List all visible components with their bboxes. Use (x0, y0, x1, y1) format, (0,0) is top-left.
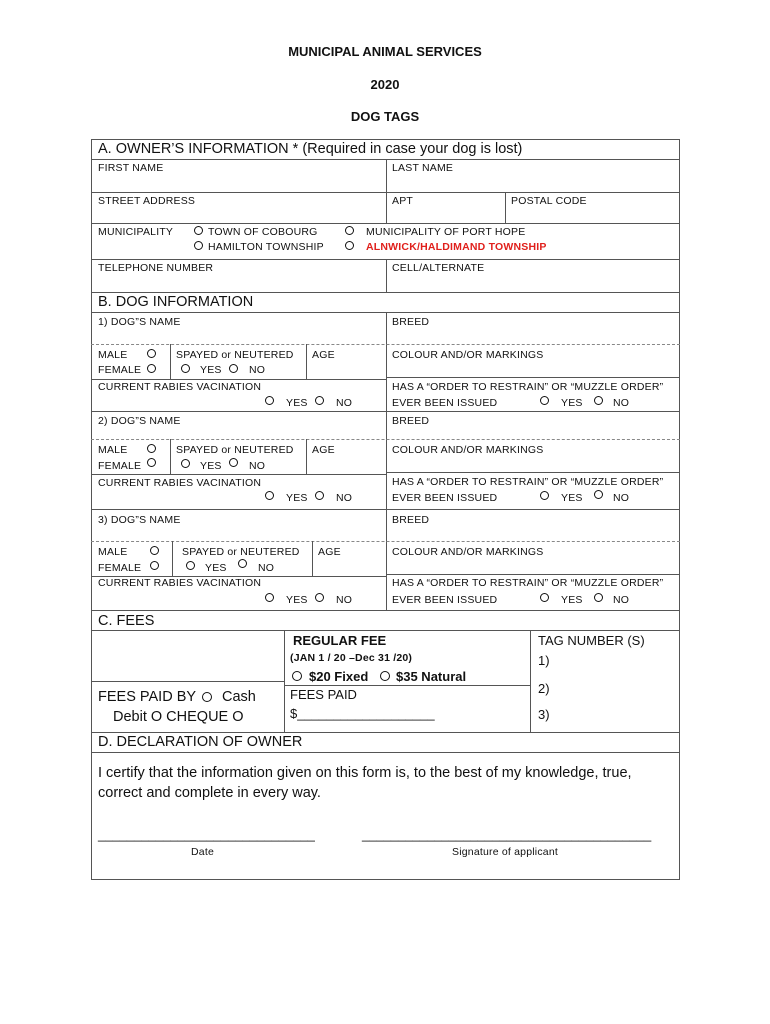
dog3-spayed-yes-label: YES (205, 562, 227, 574)
divider (91, 223, 680, 224)
dog3-order-yes-label: YES (561, 594, 583, 606)
dog3-order-no-label: NO (613, 594, 630, 606)
divider (172, 541, 173, 576)
dog3-spayed-yes-radio[interactable] (186, 561, 195, 570)
divider (386, 192, 387, 223)
apt-label: APT (392, 195, 414, 207)
dog1-spayed-label: SPAYED or NEUTERED (176, 349, 294, 361)
divider (386, 509, 387, 611)
dog2-order-yes-label: YES (561, 492, 583, 504)
fee-period-label: (JAN 1 / 20 –Dec 31 /20) (290, 652, 413, 664)
tag-2-label: 2) (538, 681, 550, 696)
page-title: DOG TAGS (350, 109, 420, 124)
cobourg-radio[interactable] (194, 226, 203, 235)
fees-paid-by-label: FEES PAID BY (98, 689, 197, 705)
fees-amount-field[interactable]: $___________________ (290, 706, 435, 721)
dog1-spayed-no-label: NO (249, 364, 266, 376)
dog2-rabies-yes-radio[interactable] (265, 491, 274, 500)
cash-radio[interactable] (202, 692, 212, 702)
tag-numbers-label: TAG NUMBER (S) (538, 633, 645, 648)
divider (91, 732, 680, 733)
divider (386, 411, 387, 509)
divider (91, 292, 680, 293)
dog2-rabies-yes-label: YES (286, 492, 308, 504)
signature-label: Signature of applicant (452, 846, 558, 858)
dog2-order-label: HAS A “ORDER TO RESTRAIN” OR “MUZZLE ORDER” (392, 476, 664, 488)
divider (91, 610, 680, 611)
dog1-age-label: AGE (312, 349, 335, 361)
dog1-female-radio[interactable] (147, 364, 156, 373)
signature-field[interactable]: ________________________________________ (362, 827, 652, 842)
dog2-order-no-radio[interactable] (594, 490, 603, 499)
dog1-name-label: 1) DOG”S NAME (98, 316, 181, 328)
alnwick-label: ALNWICK/HALDIMAND TOWNSHIP (366, 241, 547, 253)
dog3-order-label: HAS A “ORDER TO RESTRAIN” OR “MUZZLE ORDER” (392, 577, 664, 589)
dog2-spayed-yes-label: YES (200, 460, 222, 472)
dog2-spayed-no-label: NO (249, 460, 266, 472)
dog1-order-label: HAS A “ORDER TO RESTRAIN” OR “MUZZLE ORDER” (392, 381, 664, 393)
section-d-title: D. DECLARATION OF OWNER (98, 734, 303, 750)
dog3-spayed-no-radio[interactable] (238, 559, 247, 568)
tag-1-label: 1) (538, 653, 550, 668)
dog2-spayed-label: SPAYED or NEUTERED (176, 444, 294, 456)
divider (91, 681, 285, 682)
dog2-order-issued-label: EVER BEEN ISSUED (392, 492, 498, 504)
dog2-female-radio[interactable] (147, 458, 156, 467)
last-name-label: LAST NAME (392, 162, 454, 174)
dog3-order-issued-label: EVER BEEN ISSUED (392, 594, 498, 606)
dog1-male-label: MALE (98, 349, 128, 361)
cash-label: Cash (222, 689, 256, 705)
dog1-spayed-yes-radio[interactable] (181, 364, 190, 373)
divider (306, 439, 307, 474)
divider (312, 541, 313, 576)
debit-cheque-label[interactable]: Debit O CHEQUE O (113, 709, 244, 725)
dog2-spayed-yes-radio[interactable] (181, 459, 190, 468)
cobourg-label: TOWN OF COBOURG (208, 226, 318, 238)
divider (91, 439, 680, 440)
dog2-rabies-label: CURRENT RABIES VACINATION (98, 477, 262, 489)
dog1-rabies-label: CURRENT RABIES VACINATION (98, 381, 262, 393)
dog3-female-radio[interactable] (150, 561, 159, 570)
fixed-fee-radio[interactable] (292, 671, 302, 681)
year-title: 2020 (370, 77, 400, 92)
dog3-rabies-no-radio[interactable] (315, 593, 324, 602)
dog1-order-no-label: NO (613, 397, 630, 409)
dog3-order-no-radio[interactable] (594, 593, 603, 602)
section-a-title: A. OWNER’S INFORMATION * (Required in case your dog is lost) (98, 141, 523, 157)
divider (91, 344, 680, 345)
divider (386, 472, 680, 473)
dog1-male-radio[interactable] (147, 349, 156, 358)
tag-3-label: 3) (538, 707, 550, 722)
divider (170, 439, 171, 474)
dog1-rabies-no-label: NO (336, 397, 353, 409)
alnwick-radio[interactable] (345, 241, 354, 250)
divider (386, 259, 387, 292)
dog1-breed-label: BREED (392, 316, 430, 328)
dog2-breed-label: BREED (392, 415, 430, 427)
divider (91, 752, 680, 753)
divider (386, 312, 387, 411)
dog1-rabies-yes-radio[interactable] (265, 396, 274, 405)
declaration-text-line-1: I certify that the information given on this form is, to the best of my knowledge, true, (98, 765, 632, 781)
dog1-rabies-yes-label: YES (286, 397, 308, 409)
hamilton-radio[interactable] (194, 241, 203, 250)
divider (170, 344, 171, 379)
dog1-spayed-no-radio[interactable] (229, 364, 238, 373)
first-name-label: FIRST NAME (98, 162, 164, 174)
hamilton-label: HAMILTON TOWNSHIP (208, 241, 324, 253)
dog2-colour-label: COLOUR AND/OR MARKINGS (392, 444, 544, 456)
declaration-text-line-2: correct and complete in every way. (98, 785, 321, 801)
dog3-rabies-yes-radio[interactable] (265, 593, 274, 602)
divider (505, 192, 506, 223)
natural-fee-label: $35 Natural (396, 669, 467, 684)
natural-fee-radio[interactable] (380, 671, 390, 681)
dog1-rabies-no-radio[interactable] (315, 396, 324, 405)
dog1-order-yes-label: YES (561, 397, 583, 409)
municipality-label: MUNICIPALITY (98, 226, 174, 238)
fees-paid-label: FEES PAID (290, 687, 357, 702)
org-title: MUNICIPAL ANIMAL SERVICES (288, 44, 482, 59)
dog3-male-radio[interactable] (150, 546, 159, 555)
telephone-label: TELEPHONE NUMBER (98, 262, 214, 274)
dog2-rabies-no-label: NO (336, 492, 353, 504)
dog2-male-label: MALE (98, 444, 128, 456)
dog3-name-label: 3) DOG”S NAME (98, 514, 181, 526)
section-c-title: C. FEES (98, 613, 155, 629)
dog1-order-no-radio[interactable] (594, 396, 603, 405)
date-label: Date (191, 846, 214, 858)
dog3-breed-label: BREED (392, 514, 430, 526)
dog2-spayed-no-radio[interactable] (229, 458, 238, 467)
port-hope-radio[interactable] (345, 226, 354, 235)
divider (284, 685, 530, 686)
dog2-rabies-no-radio[interactable] (315, 491, 324, 500)
divider (91, 474, 386, 475)
dog2-order-yes-radio[interactable] (540, 491, 549, 500)
dog1-colour-label: COLOUR AND/OR MARKINGS (392, 349, 544, 361)
divider (386, 574, 680, 575)
dog2-name-label: 2) DOG”S NAME (98, 415, 181, 427)
dog1-female-label: FEMALE (98, 364, 142, 376)
dog3-rabies-no-label: NO (336, 594, 353, 606)
dog3-rabies-label: CURRENT RABIES VACINATION (98, 577, 262, 589)
regular-fee-label: REGULAR FEE (293, 633, 387, 648)
fixed-fee-label: $20 Fixed (309, 669, 369, 684)
postal-code-label: POSTAL CODE (511, 195, 587, 207)
date-field[interactable]: ______________________________ (98, 827, 315, 842)
dog3-male-label: MALE (98, 546, 128, 558)
divider (306, 344, 307, 379)
divider (386, 159, 387, 192)
dog1-order-issued-label: EVER BEEN ISSUED (392, 397, 498, 409)
dog3-order-yes-radio[interactable] (540, 593, 549, 602)
dog3-rabies-yes-label: YES (286, 594, 308, 606)
dog3-female-label: FEMALE (98, 562, 142, 574)
cell-label: CELL/ALTERNATE (392, 262, 485, 274)
divider (91, 630, 680, 631)
dog3-colour-label: COLOUR AND/OR MARKINGS (392, 546, 544, 558)
dog2-female-label: FEMALE (98, 460, 142, 472)
divider (530, 630, 531, 732)
dog3-spayed-label: SPAYED or NEUTERED (182, 546, 300, 558)
dog1-spayed-yes-label: YES (200, 364, 222, 376)
section-b-title: B. DOG INFORMATION (98, 294, 254, 310)
divider (91, 379, 386, 380)
dog2-order-no-label: NO (613, 492, 630, 504)
divider (91, 541, 680, 542)
port-hope-label: MUNICIPALITY OF PORT HOPE (366, 226, 526, 238)
street-address-label: STREET ADDRESS (98, 195, 196, 207)
dog1-order-yes-radio[interactable] (540, 396, 549, 405)
dog2-male-radio[interactable] (147, 444, 156, 453)
dog3-age-label: AGE (318, 546, 341, 558)
divider (386, 377, 680, 378)
dog2-age-label: AGE (312, 444, 335, 456)
dog3-spayed-no-label: NO (258, 562, 275, 574)
